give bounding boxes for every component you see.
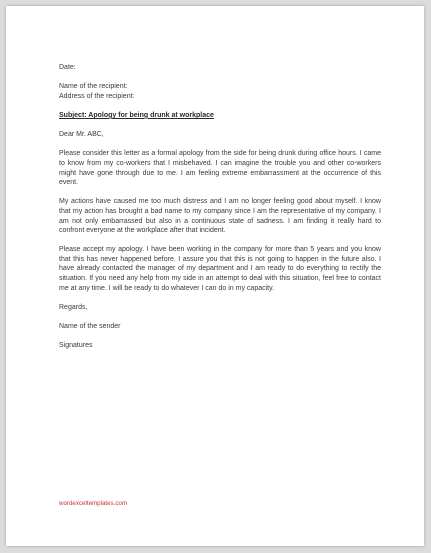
document-page: [6, 6, 424, 546]
letter-body: [59, 63, 381, 351]
signature: Signatures: [59, 342, 93, 350]
date-label: Date:: [59, 64, 76, 71]
paragraph-2: My actions have caused me too much distress and I am no longer feeling good about myself. I know that my action has brought a bad name to my company since I am the representative of my company. I am not only embarrassed but also in a continuous state of sadness. I am finding it really hard to confront everyone at the workplace after that incident.: [59, 198, 381, 235]
salutation: Dear Mr. ABC,: [59, 131, 104, 139]
sender-name: Name of the sender: [59, 323, 121, 331]
paragraph-1: Please consider this letter as a formal apology from the side for being drunk during office hours. I came to know from my co-workers that I misbehaved. I can imagine the trouble you and other co-workers might have gone through due to me. I am feeling extreme embarrassment at the occurrence of this event.: [59, 150, 381, 187]
footer-website: wordexceltemplates.com: [59, 500, 128, 507]
recipient-name: Name of the recipient:: [59, 83, 128, 91]
paragraph-3: Please accept my apology. I have been working in the company for more than 5 years and you know that this has never happened before. I assure you that this is not going to happen in the future also. I have already contacted the manager of my department and I am ready to do everything to rectify the situation. If you need any help from my side in an attempt to deal with this situation, feel free to contact me at any time. I will be ready to do whatever I can do in my capacity.: [59, 246, 381, 292]
recipient-address: Address of the recipient:: [59, 92, 135, 100]
subject-line: Subject: Apology for being drunk at workplace: [59, 111, 214, 119]
closing: Regards,: [59, 303, 88, 311]
